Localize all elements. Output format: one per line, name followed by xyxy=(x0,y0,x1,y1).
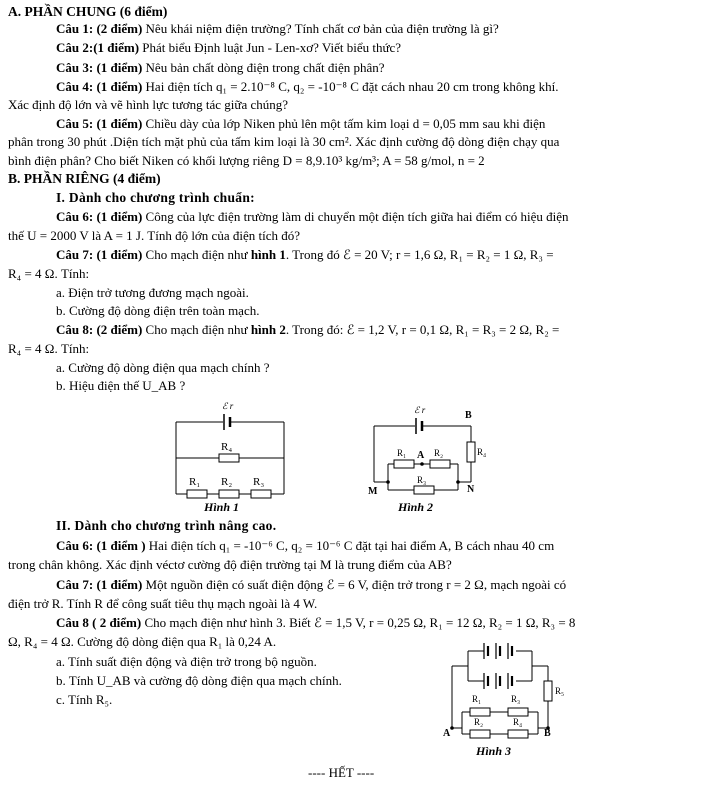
fig2-a-label: A xyxy=(417,450,425,461)
question-1: Câu 1: (2 điểm) Nêu khái niệm điện trường? Tính chất cơ bản của điện trường là gì? xyxy=(56,21,499,36)
question-8-advanced-part-a: a. Tính suất điện động và điện trở trong bộ nguồn. xyxy=(56,654,317,669)
fig1-r2-label: R₂ xyxy=(221,476,233,488)
question-6-standard-cont: thế U = 2000 V là A = 1 J. Tính độ lớn của điện tích đó? xyxy=(8,228,300,243)
figure-3-circuit xyxy=(440,636,570,742)
figure-2-caption: Hình 2 xyxy=(398,500,434,514)
fig2-b-label: B xyxy=(465,410,472,421)
fig3-r2-label: R₂ xyxy=(474,717,484,727)
question-8-advanced-part-b: b. Tính U_AB và cường độ dòng điện qua mạch chính. xyxy=(56,673,342,688)
fig3-r3-label: R₃ xyxy=(511,694,521,704)
fig1-r4-label: R₄ xyxy=(221,441,233,453)
question-7-advanced-cont: điện trở R. Tính R để công suất tiêu thụ mạch ngoài là 4 W. xyxy=(8,596,318,611)
question-5-cont2: bình điện phân? Cho biết Niken có khối lượng riêng D = 8,9.10³ kg/m³; A = 58 g/mol, n = 2 xyxy=(8,153,485,168)
question-8-standard: Câu 8: (2 điểm) Cho mạch điện như hình 2. Trong đó: ℰ = 1,2 V, r = 0,1 Ω, R₁ = R₃ = 2 Ω, R₂ = xyxy=(56,322,560,337)
section-a-heading: A. PHẦN CHUNG (6 điểm) xyxy=(8,4,168,19)
question-7-standard-cont: R₄ = 4 Ω. Tính: xyxy=(8,266,90,281)
question-8-standard-cont: R₄ = 4 Ω. Tính: xyxy=(8,341,90,356)
end-marker: ---- HẾT ---- xyxy=(308,765,375,780)
fig2-node-a xyxy=(420,462,424,466)
question-7-standard: Câu 7: (1 điểm) Cho mạch điện như hình 1. Trong đó ℰ = 20 V; r = 1,6 Ω, R₁ = R₂ = 1 Ω, R₃ = xyxy=(56,247,554,262)
question-8-advanced-cont: Ω, R₄ = 4 Ω. Cường độ dòng điện qua R₁ là 0,24 A. xyxy=(8,634,277,649)
part-1-heading: I. Dành cho chương trình chuẩn: xyxy=(56,190,255,205)
fig1-r3-label: R₃ xyxy=(253,476,265,488)
fig1-source-label: ℰ r xyxy=(222,401,234,411)
fig3-r4-label: R₄ xyxy=(513,717,523,727)
question-5-cont: phân trong 30 phút .Diện tích mặt phủ của tấm kim loại là 30 cm². Xác định cường độ dòng điện chạy qua xyxy=(8,134,560,149)
section-b-heading: B. PHẦN RIÊNG (4 điểm) xyxy=(8,171,161,186)
figure-1-circuit xyxy=(170,396,290,500)
fig3-r5-label: R₅ xyxy=(555,686,565,696)
fig2-r4-label: R₄ xyxy=(477,447,487,457)
fig2-r3-label: R₃ xyxy=(417,475,427,485)
fig1-r1-label: R₁ xyxy=(189,476,201,488)
question-6-advanced-cont: trong chân không. Xác định véctơ cường độ điện trường tại M là trung điểm của AB? xyxy=(8,557,452,572)
question-7-part-a: a. Điện trở tương đương mạch ngoài. xyxy=(56,285,249,300)
figure-1-caption: Hình 1 xyxy=(204,500,240,514)
fig3-a-label: A xyxy=(443,728,451,739)
fig2-node-m xyxy=(386,480,390,484)
figure-3-caption: Hình 3 xyxy=(476,744,512,758)
question-7-advanced: Câu 7: (1 điểm) Một nguồn điện có suất điện động ℰ = 6 V, điện trở trong r = 2 Ω, mạch ngoài có xyxy=(56,577,567,592)
question-5: Câu 5: (1 điểm) Chiều dày của lớp Niken phủ lên một tấm kim loại d = 0,05 mm sau khi điện xyxy=(56,116,546,131)
question-7-part-b: b. Cường độ dòng điện trên toàn mạch. xyxy=(56,303,260,318)
fig3-b-label: B xyxy=(544,728,551,739)
question-8-part-a: a. Cường độ dòng điện qua mạch chính ? xyxy=(56,360,270,375)
fig2-n-label: N xyxy=(467,484,475,495)
part-2-heading: II. Dành cho chương trình nâng cao. xyxy=(56,518,277,533)
fig3-node-a xyxy=(450,726,454,730)
fig2-source-label: ℰ r xyxy=(414,405,426,415)
question-8-advanced-part-c: c. Tính R₅. xyxy=(56,692,113,707)
fig3-r1-label: R₁ xyxy=(472,694,482,704)
fig2-r2-label: R₂ xyxy=(434,448,444,458)
question-8-advanced: Câu 8 ( 2 điểm) Cho mạch điện như hình 3. Biết ℰ = 1,5 V, r = 0,25 Ω, R₁ = 12 Ω, R₂ = 1 Ω, R₃ = 8 xyxy=(56,615,576,630)
fig2-node-n xyxy=(456,480,460,484)
question-2: Câu 2:(1 điểm) Phát biểu Định luật Jun - Len-xơ? Viết biểu thức? xyxy=(56,40,402,55)
question-4: Câu 4: (1 điểm) Hai điện tích q₁ = 2.10⁻⁸ C, q₂ = -10⁻⁸ C đặt cách nhau 20 cm trong không khí. xyxy=(56,79,559,94)
question-6-standard: Câu 6: (1 điểm) Công của lực điện trường làm di chuyển một điện tích giữa hai điểm có hiệu điện xyxy=(56,209,569,224)
fig2-m-label: M xyxy=(368,486,378,497)
question-8-part-b: b. Hiệu điện thế U_AB ? xyxy=(56,378,186,393)
question-6-advanced: Câu 6: (1 điểm ) Hai điện tích q₁ = -10⁻⁶ C, q₂ = 10⁻⁶ C đặt tại hai điểm A, B cách nhau 40 cm xyxy=(56,538,555,553)
fig2-r1-label: R₁ xyxy=(397,448,407,458)
question-3: Câu 3: (1 điểm) Nêu bản chất dòng điện trong chất điện phân? xyxy=(56,60,385,75)
figure-2-circuit xyxy=(362,396,492,500)
question-4-cont: Xác định độ lớn và vẽ hình lực tương tác giữa chúng? xyxy=(8,97,289,112)
